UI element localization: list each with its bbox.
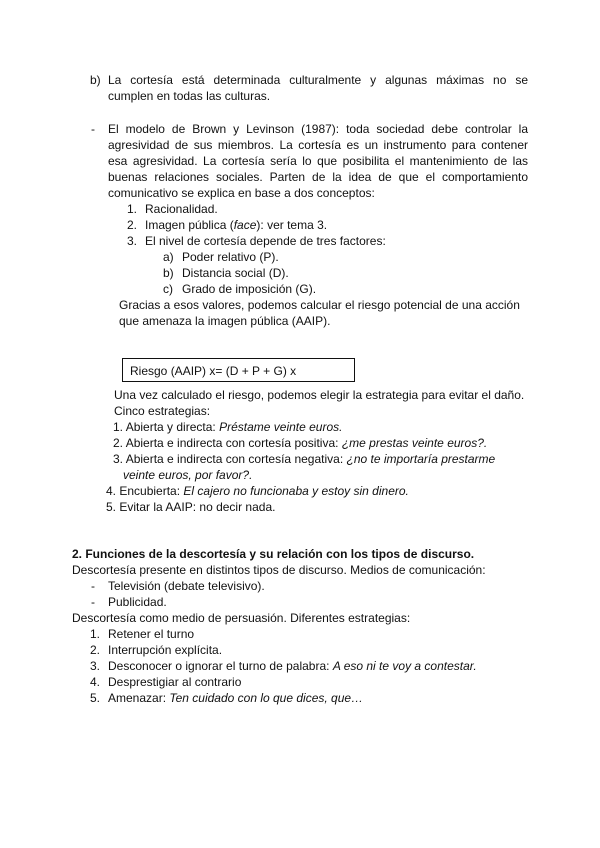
list-marker: a) (163, 250, 174, 264)
list-number: 5. (90, 691, 101, 705)
persuasion-item (108, 674, 241, 690)
strategy-item (113, 451, 495, 467)
strategy-item (113, 435, 487, 451)
paragraph-line: comunicativo se explica en base a dos conceptos: (108, 186, 375, 200)
persuasion-text: Amenazar: (108, 691, 170, 705)
paragraph-line: agresividad de sus miembros. La cortesía es un instrumento para contener (108, 138, 528, 152)
factor-item: Poder relativo (P). (182, 250, 279, 264)
strategy-example-continued: veinte euros, por favor?. (123, 468, 253, 482)
persuasion-example: A eso ni te voy a contestar. (332, 659, 477, 673)
strategy-item (113, 419, 342, 435)
paragraph-line: Descortesía como medio de persuasión. Diferentes estrategias: (72, 611, 411, 625)
persuasion-item (108, 642, 222, 658)
strategy-number: 1. (113, 420, 124, 434)
list-number: 3. (127, 234, 138, 248)
strategy-number: 2. (113, 436, 124, 450)
strategy-example: ¿me prestas veinte euros?. (341, 436, 488, 450)
strategy-label: Evitar la AAIP: no decir nada. (119, 500, 276, 514)
persuasion-text: Interrupción explícita. (108, 643, 223, 657)
strategy-example: ¿no te importaría prestarme (346, 452, 496, 466)
strategy-label: Abierta e indirecta con cortesía negativa: (125, 452, 344, 466)
formula-text: Riesgo (AAIP) x= (D + P + G) x (130, 364, 297, 378)
strategy-label: Encubierta: (119, 484, 181, 498)
list-marker: - (91, 122, 95, 136)
paragraph-line: esa agresividad. La cortesía sería lo que posibilita el mantenimiento de las (108, 154, 528, 168)
persuasion-text: Desprestigiar al contrario (108, 675, 242, 689)
persuasion-item (108, 690, 363, 706)
persuasion-item (108, 626, 194, 642)
section-heading: 2. Funciones de la descortesía y su relación con los tipos de discurso. (72, 547, 475, 561)
persuasion-item (108, 658, 477, 674)
paragraph-line: cumplen en todas las culturas. (108, 89, 271, 103)
concept-text: ): ver tema 3. (256, 218, 328, 232)
paragraph-line: El modelo de Brown y Levinson (1987): toda sociedad debe controlar la (108, 122, 528, 136)
paragraph-line: que amenaza la imagen pública (AAIP). (119, 314, 331, 328)
strategy-item (106, 483, 409, 499)
list-number: 3. (90, 659, 101, 673)
strategy-item (106, 499, 275, 515)
concept-item (145, 217, 327, 233)
strategy-label: Abierta e indirecta con cortesía positiva: (125, 436, 339, 450)
paragraph-line: Una vez calculado el riesgo, podemos elegir la estrategia para evitar el daño. (114, 388, 525, 402)
list-number: 2. (90, 643, 101, 657)
list-number: 4. (90, 675, 101, 689)
concept-emphasis: face (233, 218, 257, 232)
paragraph-line: Gracias a esos valores, podemos calcular el riesgo potencial de una acción (119, 298, 520, 312)
list-number: 2. (127, 218, 138, 232)
strategy-example: Préstame veinte euros. (219, 420, 343, 434)
strategy-label: Abierta y directa: (125, 420, 216, 434)
persuasion-text: Retener el turno (108, 627, 195, 641)
persuasion-text: Desconocer o ignorar el turno de palabra: (108, 659, 333, 673)
strategy-example: El cajero no funcionaba y estoy sin dinero. (183, 484, 409, 498)
list-number: 1. (127, 202, 138, 216)
concept-text: Imagen pública ( (145, 218, 234, 232)
media-item: Publicidad. (108, 595, 167, 609)
list-marker: - (91, 579, 95, 593)
formula-box (122, 358, 355, 382)
paragraph-line: La cortesía está determinada culturalmente y algunas máximas no se (108, 73, 528, 87)
paragraph-line: buenas relaciones sociales. Parten de la idea de que el comportamiento (108, 170, 528, 184)
list-marker: b) (163, 266, 174, 280)
concept-item: El nivel de cortesía depende de tres factores: (145, 234, 386, 248)
paragraph-line: Descortesía presente en distintos tipos de discurso. Medios de comunicación: (72, 563, 486, 577)
list-marker: - (91, 595, 95, 609)
strategy-number: 5. (106, 500, 117, 514)
media-item: Televisión (debate televisivo). (108, 579, 265, 593)
paragraph-line: Cinco estrategias: (114, 404, 211, 418)
list-number: 1. (90, 627, 101, 641)
list-marker: b) (90, 73, 101, 87)
factor-item: Distancia social (D). (182, 266, 289, 280)
list-marker: c) (163, 282, 173, 296)
persuasion-example: Ten cuidado con lo que dices, que… (169, 691, 364, 705)
factor-item: Grado de imposición (G). (182, 282, 317, 296)
strategy-number: 4. (106, 484, 117, 498)
concept-item: Racionalidad. (145, 202, 218, 216)
strategy-number: 3. (113, 452, 124, 466)
